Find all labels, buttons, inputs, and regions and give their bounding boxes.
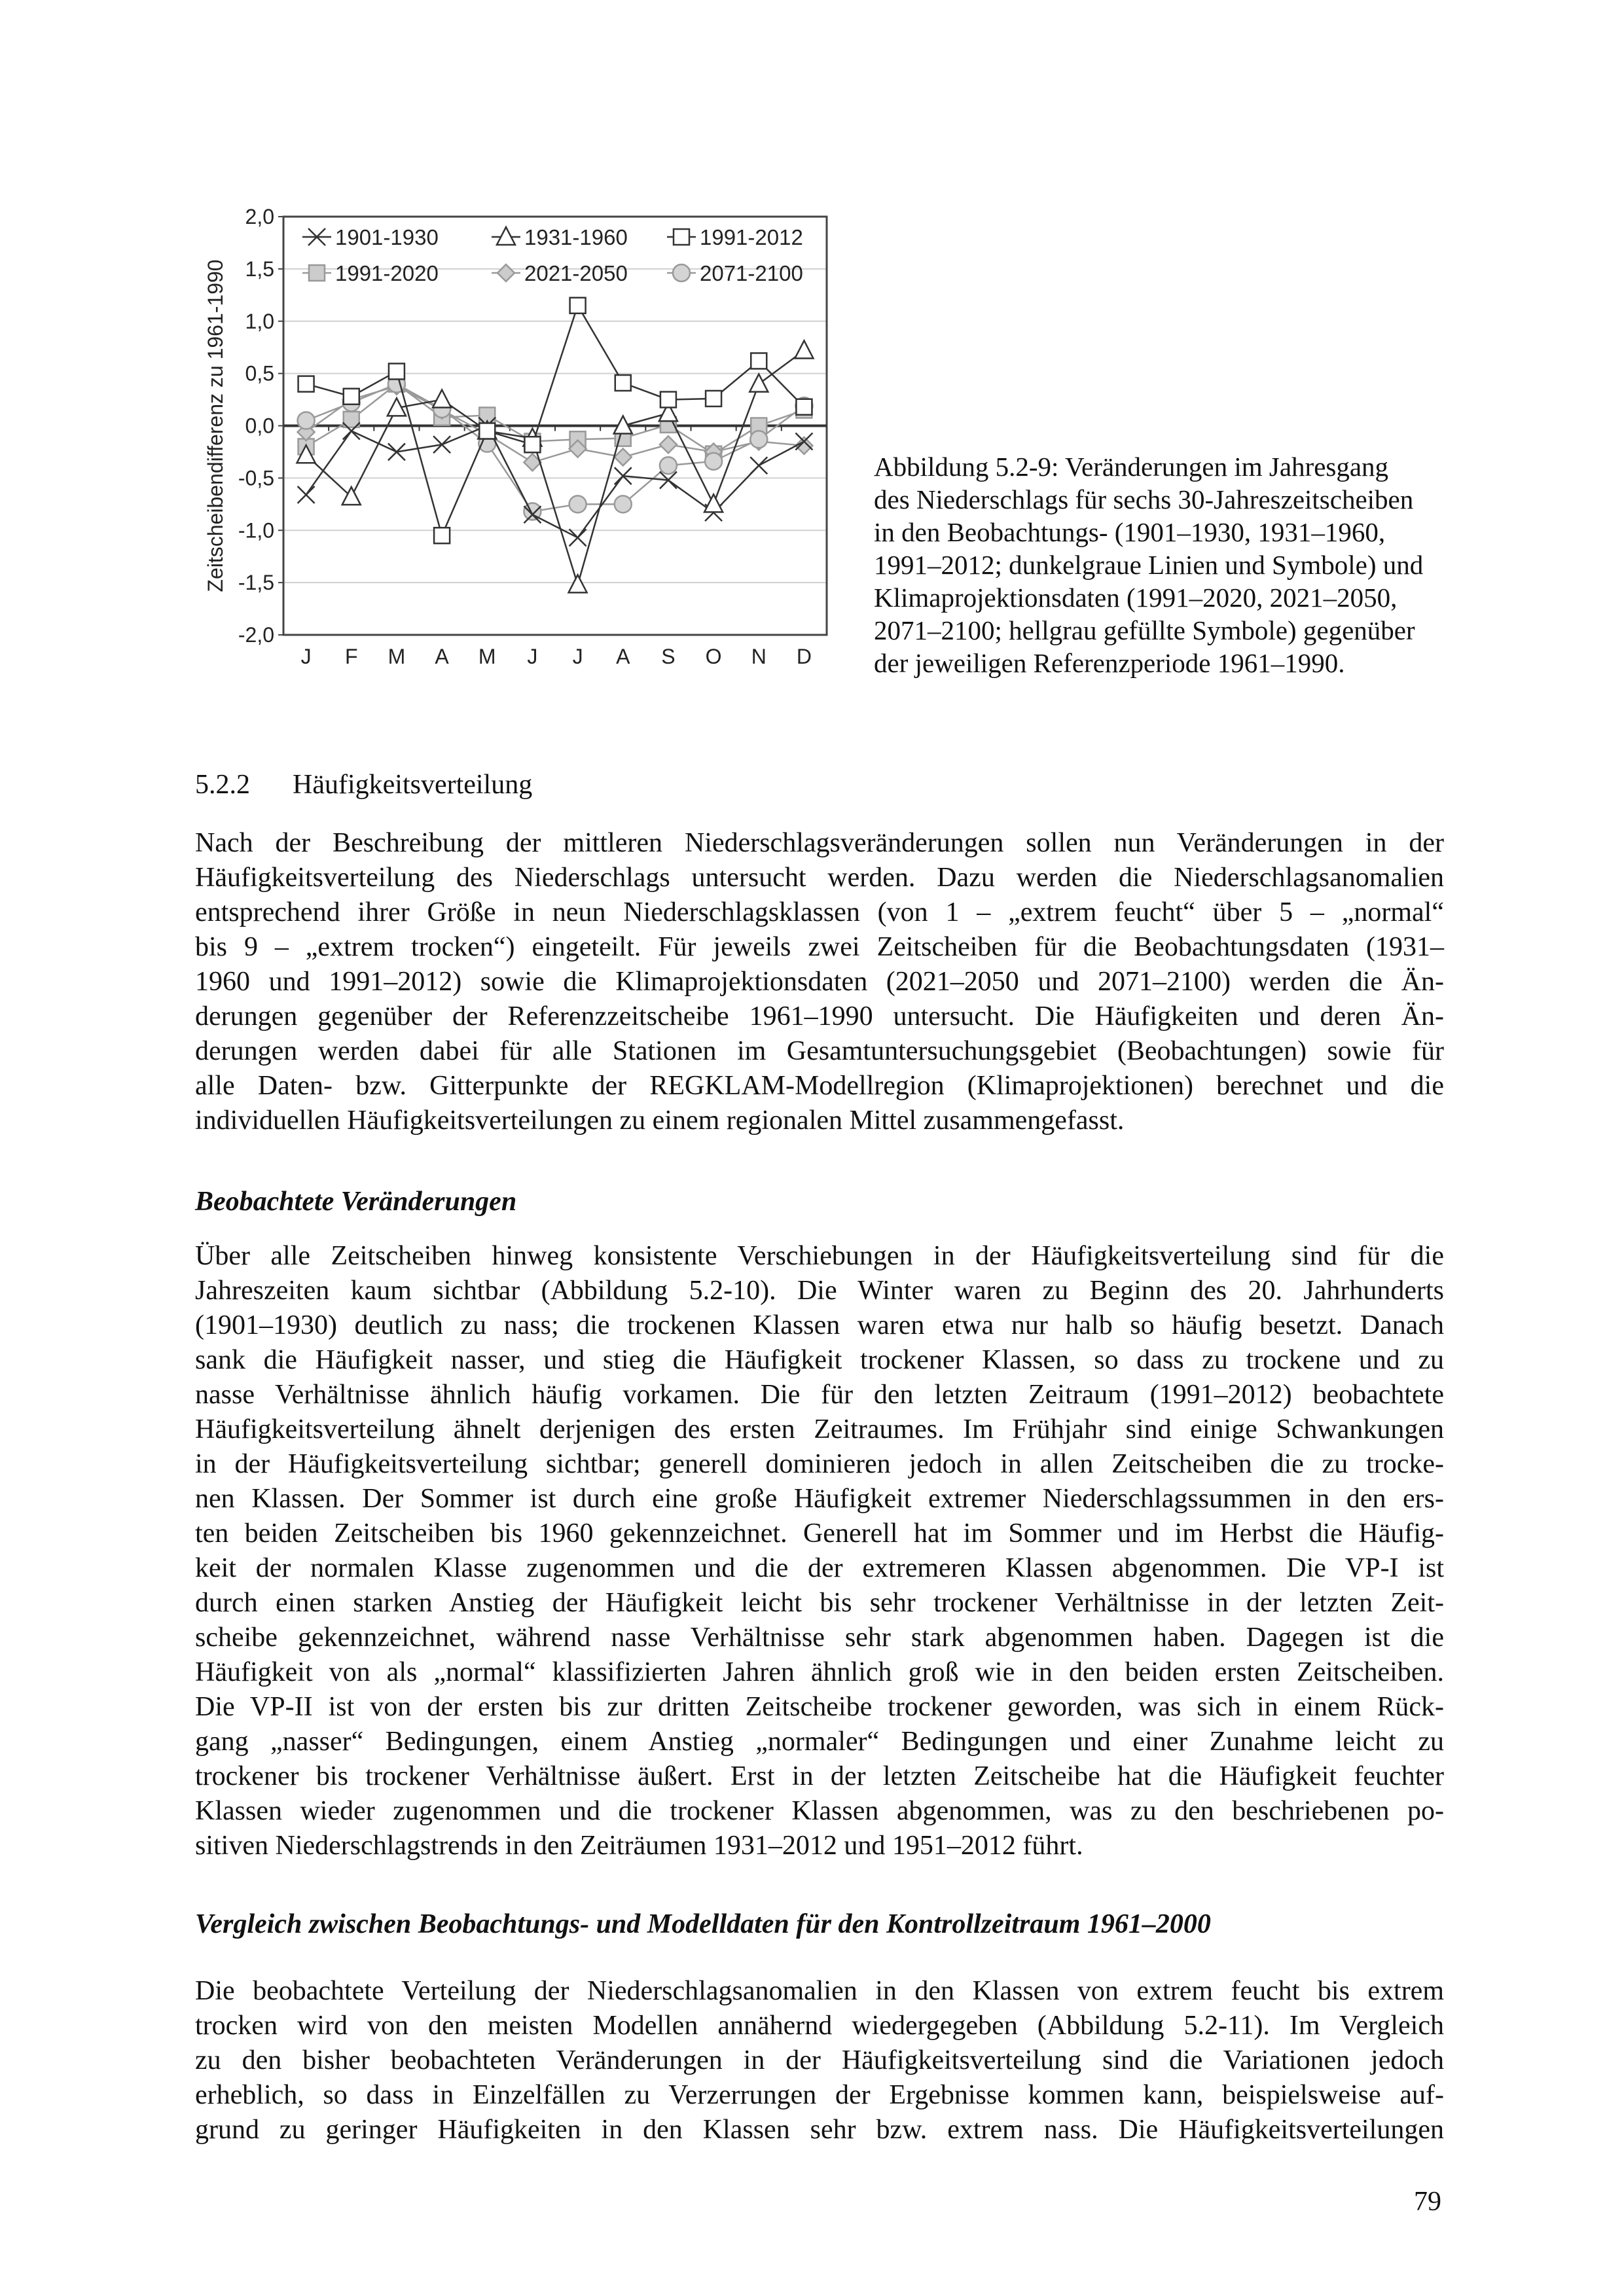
y-tick-label: 0,0	[245, 414, 274, 438]
legend-label: 1931-1960	[524, 225, 628, 249]
x-tick-label: M	[478, 645, 496, 668]
square-marker	[389, 363, 405, 379]
y-tick-label: -1,0	[238, 518, 274, 543]
square-marker	[309, 265, 325, 281]
text-line: individuellen Häufigkeitsverteilungen zu einem regionalen Mittel zusammengefasst.	[195, 1105, 1125, 1136]
y-tick-label: 2,0	[245, 205, 274, 228]
legend-label: 1991-2020	[335, 261, 439, 285]
y-tick-label: 1,0	[245, 309, 274, 333]
text-line: Klassen wieder zugenommen und die trockener Klassen abgenommen, was zu den beschriebenen po-	[195, 1796, 1444, 1826]
paragraph-intro	[195, 826, 1444, 1138]
x-tick-label: S	[661, 645, 676, 668]
circle-marker	[750, 431, 767, 448]
text-line: Über alle Zeitscheiben hinweg konsistente Verschiebungen in der Häufigkeitsverteilung sind für die	[195, 1241, 1444, 1271]
y-tick-label: -2,0	[238, 623, 274, 647]
text-line: Häufigkeitsverteilung ähnelt derjenigen des ersten Zeitraumes. Im Frühjahr sind einige Schwankungen	[195, 1414, 1444, 1444]
text-line: sitiven Niederschlagstrends in den Zeiträumen 1931–2012 und 1951–2012 führt.	[195, 1831, 1083, 1861]
square-marker	[344, 389, 359, 404]
square-marker	[660, 392, 676, 408]
text-line: trocken wird von den meisten Modellen annähernd wiedergegeben (Abbildung 5.2-11). Im Vergleich	[195, 2011, 1444, 2041]
legend-label: 1991-2012	[700, 225, 803, 249]
text-line: derungen werden dabei für alle Stationen im Gesamtuntersuchungsgebiet (Beobachtungen) sowie für	[195, 1036, 1444, 1066]
page-number: 79	[1414, 2187, 1441, 2217]
square-marker	[796, 399, 812, 415]
precipitation-change-chart	[183, 196, 838, 694]
text-line: 1960 und 1991–2012) sowie die Klimaprojektionsdaten (2021–2050 und 2071–2100) werden die Än-	[195, 967, 1444, 997]
caption-line: der jeweiligen Referenzperiode 1961–1990.	[874, 648, 1345, 678]
text-line: ten beiden Zeitscheiben bis 1960 gekennzeichnet. Generell hat im Sommer und im Herbst die Häufig-	[195, 1518, 1444, 1549]
text-line: Häufigkeitsverteilung des Niederschlags untersucht werden. Dazu werden die Niederschlagsanomalien	[195, 863, 1444, 893]
circle-marker	[660, 457, 677, 474]
text-line: zu den bisher beobachteten Veränderungen in der Häufigkeitsverteilung sind die Variationen jedoch	[195, 2045, 1444, 2075]
circle-marker	[615, 495, 632, 512]
text-line: Nach der Beschreibung der mittleren Niederschlagsveränderungen sollen nun Veränderungen in der	[195, 828, 1444, 858]
y-tick-label: 0,5	[245, 361, 274, 386]
square-marker	[615, 375, 631, 391]
text-line: erheblich, so dass in Einzelfällen zu Verzerrungen der Ergebnisse kommen kann, beispielsweise auf-	[195, 2080, 1444, 2110]
text-line: Jahreszeiten kaum sichtbar (Abbildung 5.2-10). Die Winter waren zu Beginn des 20. Jahrhunderts	[195, 1276, 1444, 1306]
subheading-comparison: Vergleich zwischen Beobachtungs- und Modelldaten für den Kontrollzeitraum 1961–2000	[195, 1909, 1211, 1939]
square-marker	[751, 353, 767, 368]
caption-line: Abbildung 5.2-9: Veränderungen im Jahresgang	[874, 452, 1389, 482]
legend-label: 1901-1930	[335, 225, 439, 249]
text-line: derungen gegenüber der Referenzzeitscheibe 1961–1990 untersucht. Die Häufigkeiten und deren Än-	[195, 1001, 1444, 1031]
caption-line: 2071–2100; hellgrau gefüllte Symbole) gegenüber	[874, 615, 1415, 645]
text-line: Häufigkeit von als „normal“ klassifizierten Jahren ähnlich groß wie in den beiden ersten Zeitscheiben.	[195, 1657, 1444, 1687]
x-tick-label: F	[344, 645, 358, 668]
legend-label: 2021-2050	[524, 261, 628, 285]
paragraph-observed-changes	[195, 1239, 1444, 1863]
y-tick-label: 1,5	[245, 257, 274, 281]
paragraph-comparison	[195, 1974, 1444, 2147]
section-number: 5.2.2	[195, 770, 250, 800]
text-line: bis 9 – „extrem trocken“) eingeteilt. Für jeweils zwei Zeitscheiben für die Beobachtungsdaten (1931–	[195, 932, 1444, 962]
subheading-observed-changes: Beobachtete Veränderungen	[195, 1187, 517, 1217]
x-tick-label: M	[388, 645, 406, 668]
text-line: Die beobachtete Verteilung der Niederschlagsanomalien in den Klassen von extrem feucht bis extrem	[195, 1976, 1444, 2006]
square-marker	[298, 376, 314, 392]
circle-marker	[569, 495, 586, 512]
x-tick-label: A	[616, 645, 630, 668]
square-marker	[570, 298, 586, 314]
section-heading	[195, 769, 532, 800]
text-line: grund zu geringer Häufigkeiten in den Klassen sehr bzw. extrem nass. Die Häufigkeitsverteilungen	[195, 2115, 1444, 2145]
text-line: (1901–1930) deutlich zu nass; die trockenen Klassen waren etwa nur halb so häufig besetzt. Danach	[195, 1310, 1444, 1340]
circle-marker	[298, 412, 315, 429]
text-line: Die VP-II ist von der ersten bis zur dritten Zeitscheibe trockener geworden, was sich in einem Rück-	[195, 1692, 1444, 1722]
square-marker	[479, 423, 495, 439]
x-tick-label: J	[300, 645, 312, 668]
square-marker	[524, 437, 540, 452]
square-marker	[434, 528, 450, 543]
y-axis-label: Zeitscheibendifferenz zu 1961-1990	[204, 259, 227, 592]
figure-caption	[874, 450, 1463, 679]
x-tick-label: A	[435, 645, 449, 668]
circle-marker	[673, 264, 690, 281]
text-line: keit der normalen Klasse zugenommen und die der extremeren Klassen abgenommen. Die VP-I ist	[195, 1553, 1444, 1583]
square-marker	[674, 229, 689, 245]
text-line: nasse Verhältnisse ähnlich häufig vorkamen. Die für den letzten Zeitraum (1991–2012) beobachtete	[195, 1380, 1444, 1410]
square-marker	[706, 391, 721, 406]
caption-line: in den Beobachtungs- (1901–1930, 1931–1960,	[874, 517, 1386, 547]
text-line: entsprechend ihrer Größe in neun Niederschlagsklassen (von 1 – „extrem feucht“ über 5 – „normal“	[195, 897, 1444, 927]
x-tick-label: O	[705, 645, 722, 668]
text-line: trockener bis trockener Verhältnisse äußert. Erst in der letzten Zeitscheibe hat die Häufigkeit feuchter	[195, 1761, 1444, 1791]
section-title: Häufigkeitsverteilung	[293, 770, 533, 800]
text-line: in der Häufigkeitsverteilung sichtbar; generell dominieren jedoch in allen Zeitscheiben die zu trocke-	[195, 1449, 1444, 1479]
x-tick-label: J	[572, 645, 583, 668]
text-line: sank die Häufigkeit nasser, und stieg die Häufigkeit trockener Klassen, so dass zu trockene und zu	[195, 1345, 1444, 1375]
x-tick-label: D	[796, 645, 812, 668]
y-tick-label: -0,5	[238, 466, 274, 490]
y-tick-label: -1,5	[238, 571, 274, 595]
text-line: durch einen starken Anstieg der Häufigkeit leicht bis sehr trockener Verhältnisse in der letzten Zeit-	[195, 1588, 1444, 1618]
x-tick-label: N	[751, 645, 767, 668]
caption-line: Klimaprojektionsdaten (1991–2020, 2021–2050,	[874, 583, 1398, 613]
caption-line: des Niederschlags für sechs 30-Jahreszeitscheiben	[874, 484, 1414, 514]
text-line: gang „nasser“ Bedingungen, einem Anstieg „normaler“ Bedingungen und einer Zunahme leicht zu	[195, 1727, 1444, 1757]
text-line: scheibe gekennzeichnet, während nasse Verhältnisse sehr stark abgenommen haben. Dagegen ist die	[195, 1623, 1444, 1653]
caption-line: 1991–2012; dunkelgraue Linien und Symbole) und	[874, 550, 1424, 580]
text-line: nen Klassen. Der Sommer ist durch eine große Häufigkeit extremer Niederschlagssummen in den ers-	[195, 1484, 1444, 1514]
circle-marker	[705, 453, 722, 470]
x-tick-label: J	[527, 645, 538, 668]
text-line: alle Daten- bzw. Gitterpunkte der REGKLAM-Modellregion (Klimaprojektionen) berechnet und die	[195, 1071, 1444, 1101]
legend-label: 2071-2100	[700, 261, 803, 285]
